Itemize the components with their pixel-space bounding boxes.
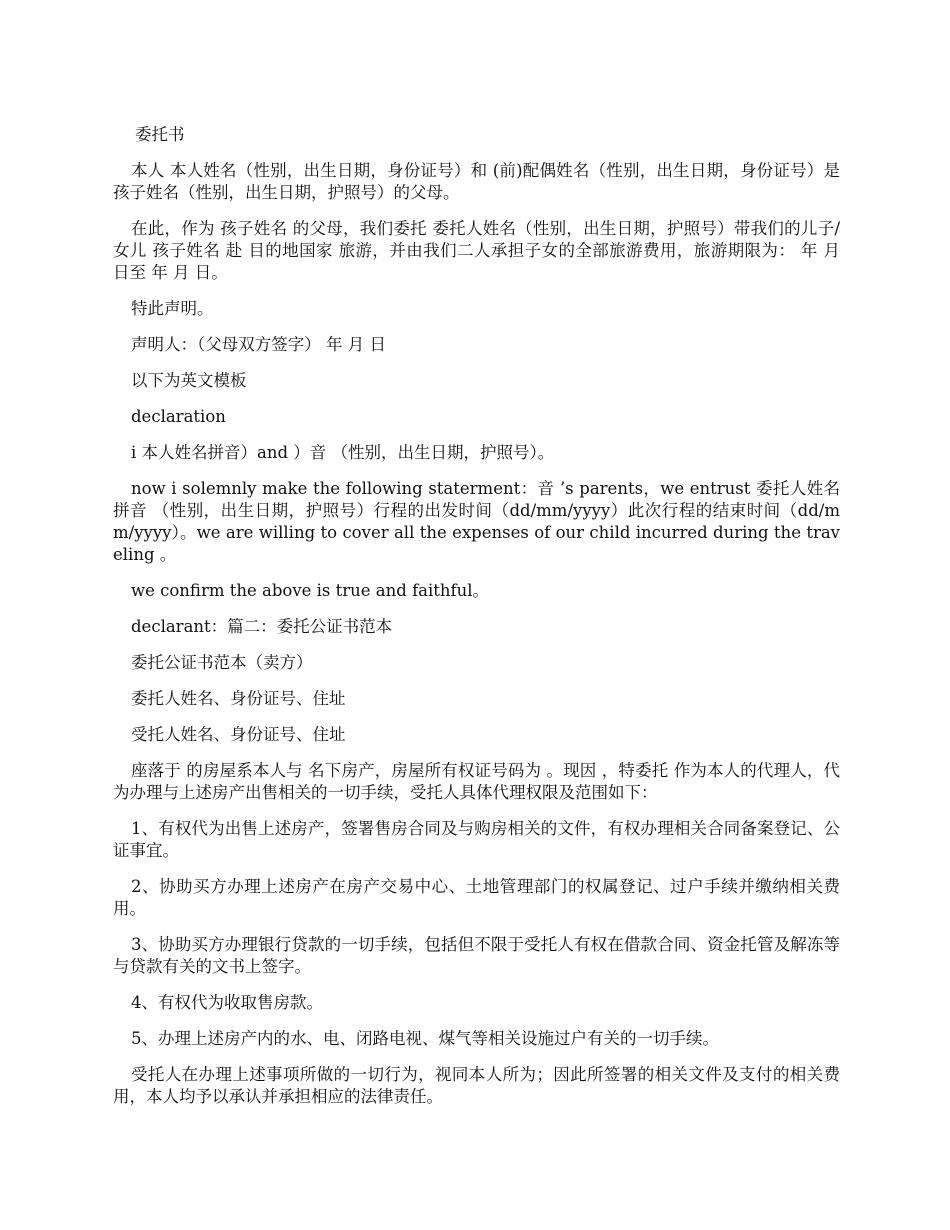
paragraph-property-entrustment: 座落于 的房屋系本人与 名下房产，房屋所有权证号码为 。现因 ，特委托 作为本人的代理人，代为办理与上述房产出售相关的一切手续，受托人具体代理权限及范围如下： [113, 761, 840, 802]
paragraph-english-template-heading: 以下为英文模板 [131, 371, 247, 390]
list-item-authority-4: 4、有权代为收取售房款。 [131, 993, 323, 1012]
paragraph-english-identity: i 本人姓名拼音）and ）音 （性别，出生日期，护照号）。 [131, 443, 555, 462]
paragraph-english-statement: now i solemnly make the following staterment：音 ’s parents，we entrust 委托人姓名拼音 （性别，出生日期，护照号）行程的出发时间（dd/mm/yyyy）此次行程的结束时间（dd/mm/yyyy）。we are willing to cover all the expenses of our child incurred during the traveling 。 [113, 479, 840, 564]
paragraph-declaration-statement: 特此声明。 [131, 299, 214, 318]
paragraph-liability: 受托人在办理上述事项所做的一切行为，视同本人所为；因此所签署的相关文件及支付的相关费用，本人均予以承认并承担相应的法律责任。 [113, 1065, 840, 1106]
paragraph-entrustment: 在此，作为 孩子姓名 的父母，我们委托 委托人姓名（性别，出生日期，护照号）带我们的儿子/女儿 孩子姓名 赴 目的地国家 旅游，并由我们二人承担子女的全部旅游费用，旅游期限为： 年 月 日至 年 月 日。 [113, 219, 840, 282]
paragraph-principal-info: 委托人姓名、身份证号、住址 [131, 689, 346, 708]
list-item-authority-1: 1、有权代为出售上述房产，签署售房合同及与购房相关的文件，有权办理相关合同备案登记、公证事宜。 [113, 819, 840, 860]
paragraph-notarization-heading: 委托公证书范本（卖方） [131, 653, 313, 672]
paragraph-parents-identity: 本人 本人姓名（性别，出生日期，身份证号）和 (前)配偶姓名（性别，出生日期，身份证号）是 孩子姓名（性别，出生日期，护照号）的父母。 [113, 161, 840, 202]
paragraph-agent-info: 受托人姓名、身份证号、住址 [131, 725, 346, 744]
paragraph-declarant-signature: 声明人：（父母双方签字） 年 月 日 [131, 335, 386, 354]
document-title: 委托书 [135, 125, 185, 144]
document-page [113, 124, 840, 1122]
list-item-authority-3: 3、协助买方办理银行贷款的一切手续，包括但不限于受托人有权在借款合同、资金托管及解冻等与贷款有关的文书上签字。 [113, 935, 840, 976]
paragraph-declarant-section-two: declarant：篇二：委托公证书范本 [131, 617, 393, 636]
list-item-authority-2: 2、协助买方办理上述房产在房产交易中心、土地管理部门的权属登记、过户手续并缴纳相关费用。 [113, 877, 840, 918]
paragraph-english-confirmation: we confirm the above is true and faithful。 [131, 581, 490, 600]
list-item-authority-5: 5、办理上述房产内的水、电、闭路电视、煤气等相关设施过户有关的一切手续。 [131, 1029, 719, 1048]
paragraph-declaration-heading: declaration [131, 407, 226, 426]
